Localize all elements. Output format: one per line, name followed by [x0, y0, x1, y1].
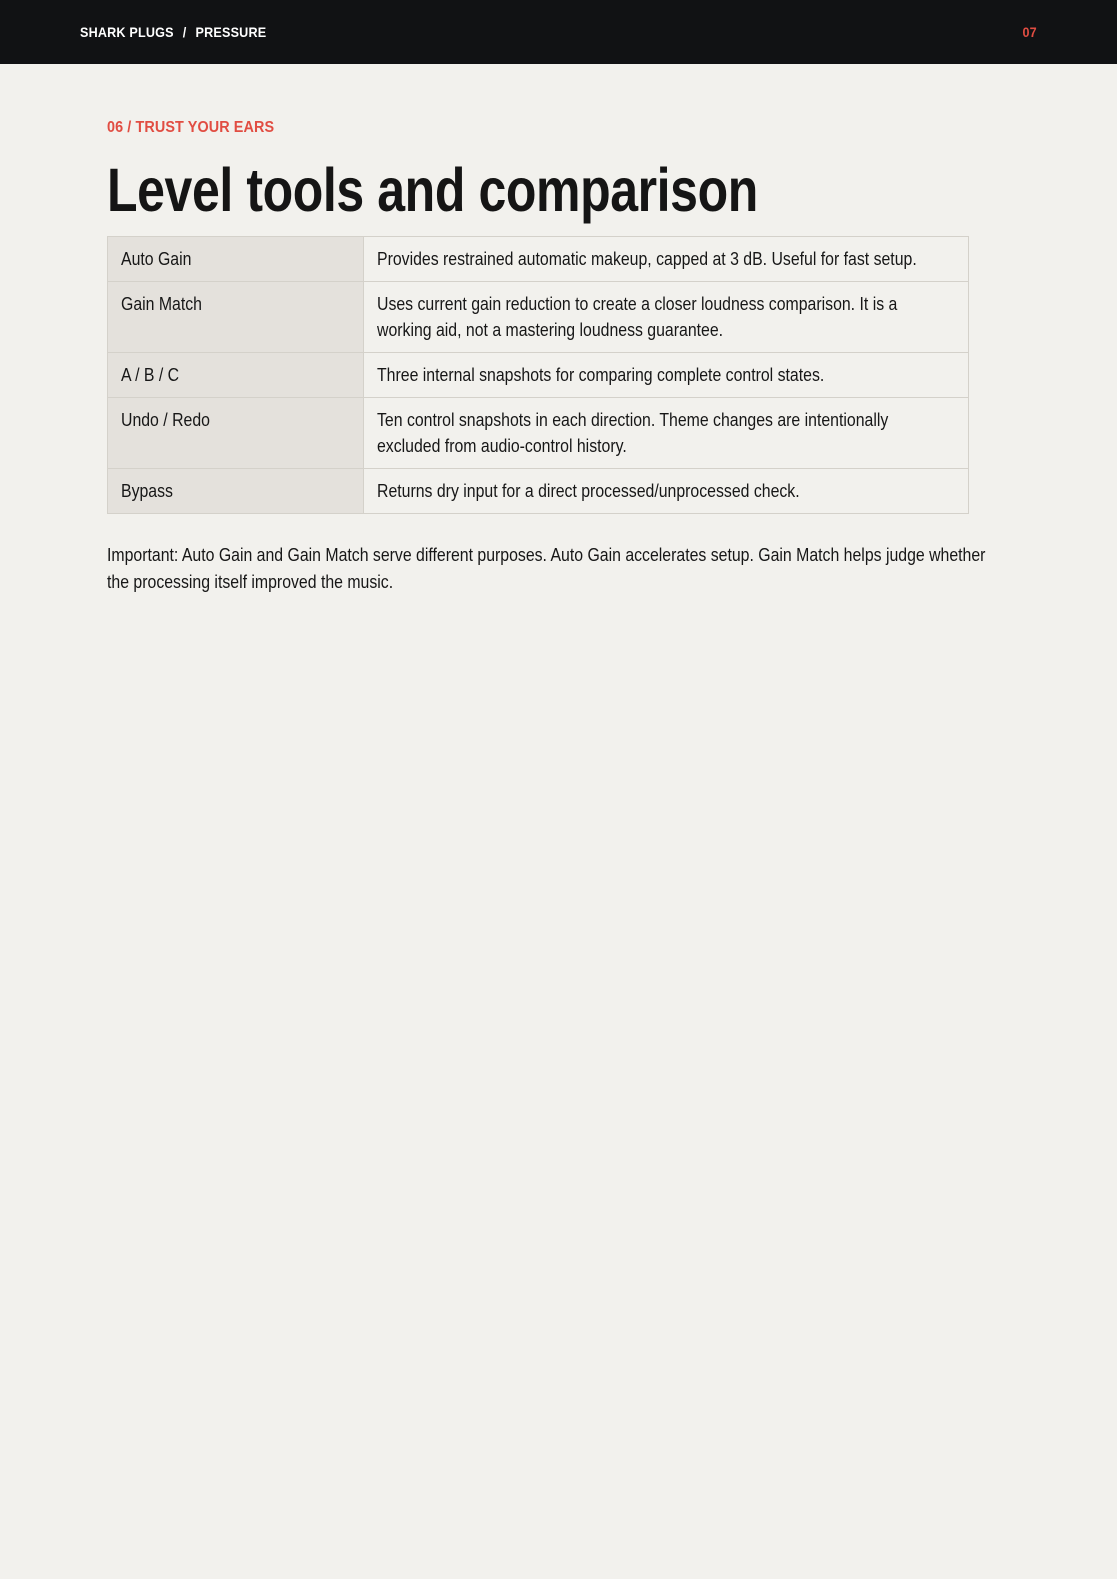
term-description: Uses current gain reduction to create a closer loudness comparison. It is a working aid, not a mastering loudness guarantee.: [377, 294, 898, 340]
brand-name: SHARK PLUGS: [80, 24, 174, 40]
term-description: Returns dry input for a direct processed/unprocessed check.: [377, 481, 800, 501]
table-row: [108, 353, 969, 398]
page-content: [107, 118, 1007, 596]
term-description: Provides restrained automatic makeup, capped at 3 dB. Useful for fast setup.: [377, 249, 917, 269]
term-label: Undo / Redo: [121, 410, 210, 430]
table-row: [108, 398, 969, 469]
table-row: [108, 282, 969, 353]
description-cell: [364, 282, 969, 353]
section-kicker: 06 / TRUST YOUR EARS: [107, 119, 275, 136]
term-label: Auto Gain: [121, 249, 192, 269]
term-cell: [108, 237, 364, 282]
term-label: Bypass: [121, 481, 173, 501]
term-description: Ten control snapshots in each direction. Theme changes are intentionally excluded from audio-control history.: [377, 410, 889, 456]
description-cell: [364, 237, 969, 282]
table-row: [108, 237, 969, 282]
term-cell: [108, 398, 364, 469]
term-description: Three internal snapshots for comparing complete control states.: [377, 365, 825, 385]
term-label: Gain Match: [121, 294, 203, 314]
breadcrumb: [80, 24, 266, 40]
page-number: 07: [1022, 24, 1037, 40]
description-cell: [364, 353, 969, 398]
term-cell: [108, 353, 364, 398]
product-name: PRESSURE: [195, 24, 267, 40]
description-cell: [364, 398, 969, 469]
table-row: [108, 469, 969, 514]
term-label: A / B / C: [121, 365, 180, 385]
term-cell: [108, 282, 364, 353]
breadcrumb-separator: /: [182, 24, 187, 40]
page-title: Level tools and comparison: [107, 156, 758, 224]
term-cell: [108, 469, 364, 514]
description-cell: [364, 469, 969, 514]
top-bar: [0, 0, 1117, 64]
important-note: Important: Auto Gain and Gain Match serve different purposes. Auto Gain accelerates setup. Gain Match helps judge whether the processing itself improved the music.: [107, 545, 986, 592]
level-tools-table: [107, 236, 969, 514]
